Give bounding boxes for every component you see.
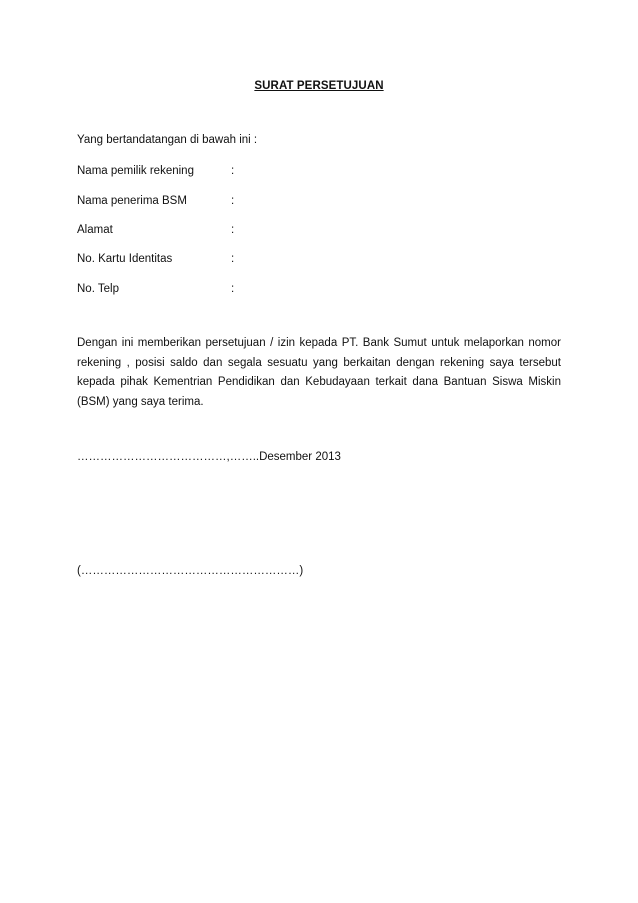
date-line: …………………………………,……..Desember 2013 [77, 451, 341, 463]
field-label: No. Kartu Identitas [77, 253, 173, 265]
field-label: Alamat [77, 224, 113, 236]
field-label: Nama pemilik rekening [77, 165, 194, 177]
field-separator: : [231, 224, 235, 236]
field-recipient-name [77, 195, 377, 211]
field-id-card-number [77, 253, 377, 269]
field-separator: : [231, 165, 235, 177]
field-address [77, 224, 377, 240]
field-label: Nama penerima BSM [77, 195, 187, 207]
field-account-owner [77, 165, 377, 181]
document-title: SURAT PERSETUJUAN [254, 80, 384, 92]
signature-line: (…………………………………………………) [77, 565, 304, 577]
field-separator: : [231, 283, 235, 295]
field-separator: : [231, 253, 235, 265]
field-separator: : [231, 195, 235, 207]
field-label: No. Telp [77, 283, 119, 295]
field-phone-number [77, 283, 377, 299]
intro-text: Yang bertandatangan di bawah ini : [77, 134, 258, 146]
consent-paragraph: Dengan ini memberikan persetujuan / izin kepada PT. Bank Sumut untuk melaporkan nomor rekening , posisi saldo dan segala sesuatu yang berkaitan dengan rekening saya tersebut kepada pihak Kementrian Pendidikan dan Kebudayaan terkait dana Bantuan Siswa Miskin (BSM) yang saya terima. [77, 337, 561, 408]
